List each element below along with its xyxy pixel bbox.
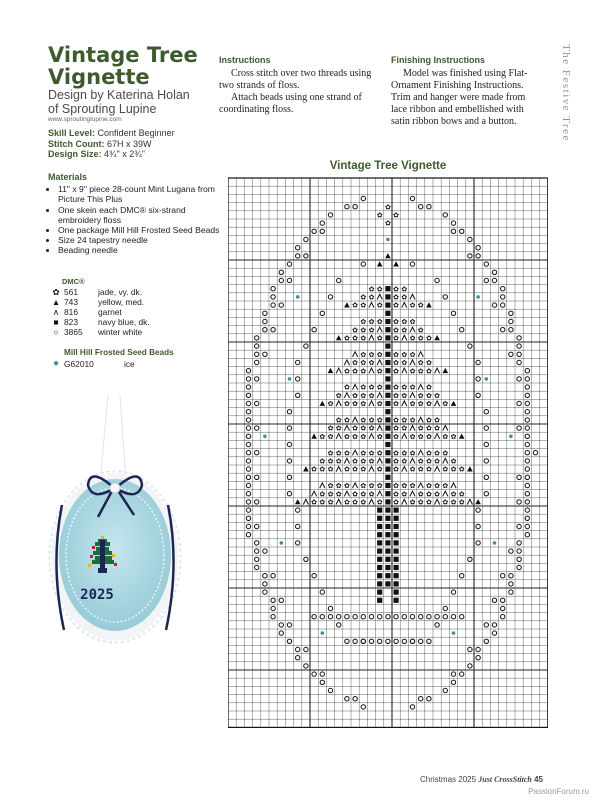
svg-text:✿: ✿	[417, 359, 424, 368]
caret-symbol-icon: ∧	[52, 307, 60, 317]
svg-text:✿: ✿	[417, 424, 424, 433]
svg-text:✿: ✿	[327, 482, 334, 491]
svg-text:✿: ✿	[327, 490, 334, 499]
svg-text:✿: ✿	[360, 367, 367, 376]
svg-text:✿: ✿	[401, 416, 408, 425]
finished-ornament-photo	[40, 395, 185, 645]
svg-text:✿: ✿	[335, 424, 342, 433]
circle-symbol-icon: ○	[53, 327, 59, 337]
svg-text:✿: ✿	[368, 416, 375, 425]
svg-text:✿: ✿	[368, 490, 375, 499]
svg-text:✿: ✿	[393, 391, 400, 400]
svg-text:✿: ✿	[434, 424, 441, 433]
svg-text:✿: ✿	[376, 449, 383, 458]
svg-text:✿: ✿	[360, 293, 367, 302]
footer-brand: Just CrossStitch	[478, 775, 532, 784]
svg-text:✿: ✿	[409, 416, 416, 425]
svg-text:✿: ✿	[368, 457, 375, 466]
floss-key-row: ○ 3865 winter white	[48, 327, 150, 337]
svg-text:✿: ✿	[450, 465, 457, 474]
svg-text:✿: ✿	[376, 301, 383, 310]
svg-text:✿: ✿	[319, 432, 326, 441]
materials-heading: Materials	[48, 172, 88, 182]
bead-key-row: ● G62010 ice	[48, 359, 135, 369]
svg-text:✿: ✿	[376, 285, 383, 294]
svg-text:✿: ✿	[458, 498, 465, 507]
finishing-heading: Finishing Instructions	[391, 55, 485, 65]
svg-text:✿: ✿	[434, 482, 441, 491]
svg-text:✿: ✿	[425, 465, 432, 474]
svg-text:✿: ✿	[393, 424, 400, 433]
svg-text:✿: ✿	[352, 359, 359, 368]
dmc-heading: DMC®	[62, 277, 85, 286]
svg-text:✿: ✿	[343, 498, 350, 507]
svg-text:✿: ✿	[442, 449, 449, 458]
svg-text:✿: ✿	[417, 457, 424, 466]
svg-text:✿: ✿	[409, 482, 416, 491]
svg-text:✿: ✿	[360, 498, 367, 507]
svg-text:✿: ✿	[352, 432, 359, 441]
svg-text:✿: ✿	[409, 465, 416, 474]
svg-text:✿: ✿	[343, 482, 350, 491]
finishing-section	[391, 54, 541, 128]
svg-text:✿: ✿	[352, 391, 359, 400]
svg-text:✿: ✿	[409, 318, 416, 327]
svg-text:✿: ✿	[401, 482, 408, 491]
designer-line-1: Design by Katerina Holan	[48, 88, 190, 102]
svg-text:✿: ✿	[393, 482, 400, 491]
svg-text:✿: ✿	[417, 432, 424, 441]
svg-text:✿: ✿	[393, 416, 400, 425]
svg-text:✿: ✿	[434, 416, 441, 425]
svg-text:✿: ✿	[417, 334, 424, 343]
svg-text:✿: ✿	[417, 391, 424, 400]
svg-text:✿: ✿	[360, 334, 367, 343]
svg-text:✿: ✿	[393, 490, 400, 499]
svg-text:✿: ✿	[368, 285, 375, 294]
materials-item: • One skein each DMC® six-strand embroidery floss	[58, 205, 226, 225]
svg-text:✿: ✿	[376, 498, 383, 507]
design-size-label: Design Size:	[48, 149, 102, 159]
svg-text:✿: ✿	[401, 293, 408, 302]
stitch-count-label: Stitch Count:	[48, 138, 105, 149]
svg-text:✿: ✿	[409, 449, 416, 458]
svg-text:✿: ✿	[368, 482, 375, 491]
svg-text:✿: ✿	[417, 301, 424, 310]
svg-text:✿: ✿	[442, 482, 449, 491]
svg-text:✿: ✿	[352, 367, 359, 376]
svg-text:✿: ✿	[434, 490, 441, 499]
svg-text:✿: ✿	[409, 383, 416, 392]
svg-text:✿: ✿	[360, 465, 367, 474]
svg-text:✿: ✿	[450, 490, 457, 499]
skill-label: Skill Level:	[48, 128, 96, 138]
svg-text:✿: ✿	[393, 383, 400, 392]
svg-text:✿: ✿	[417, 326, 424, 335]
svg-text:✿: ✿	[393, 498, 400, 507]
svg-text:✿: ✿	[343, 334, 350, 343]
finishing-paragraph: Model was finished using Flat-Ornament Finishing Instructions. Trim and hanger were made from lace ribbon and embellished with satin ribbon bows and a button.	[391, 68, 528, 127]
svg-text:✿: ✿	[368, 326, 375, 335]
svg-text:✿: ✿	[425, 400, 432, 409]
svg-text:✿: ✿	[327, 432, 334, 441]
svg-text:✿: ✿	[409, 367, 416, 376]
svg-text:✿: ✿	[352, 457, 359, 466]
svg-text:✿: ✿	[393, 285, 400, 294]
materials-section	[48, 172, 226, 256]
svg-text:✿: ✿	[343, 416, 350, 425]
svg-text:✿: ✿	[393, 293, 400, 302]
floss-key-row: ∧ 816 garnet	[48, 307, 150, 317]
svg-text:✿: ✿	[393, 465, 400, 474]
svg-text:✿: ✿	[434, 449, 441, 458]
svg-text:✿: ✿	[401, 285, 408, 294]
svg-text:✿: ✿	[360, 490, 367, 499]
svg-text:✿: ✿	[425, 490, 432, 499]
svg-text:✿: ✿	[360, 350, 367, 359]
svg-text:✿: ✿	[352, 490, 359, 499]
svg-text:✿: ✿	[376, 318, 383, 327]
svg-text:✿: ✿	[368, 359, 375, 368]
svg-text:✿: ✿	[409, 350, 416, 359]
svg-text:✿: ✿	[442, 498, 449, 507]
svg-text:✿: ✿	[376, 367, 383, 376]
svg-text:✿: ✿	[401, 391, 408, 400]
svg-text:✿: ✿	[425, 391, 432, 400]
svg-text:✿: ✿	[417, 490, 424, 499]
instructions-section	[219, 54, 379, 116]
svg-text:✿: ✿	[368, 350, 375, 359]
floss-key-row: ■ 823 navy blue, dk.	[48, 317, 150, 327]
svg-text:✿: ✿	[368, 449, 375, 458]
svg-text:✿: ✿	[409, 498, 416, 507]
svg-text:✿: ✿	[327, 424, 334, 433]
floss-key-row: ✿ 561 jade, vy. dk.	[48, 287, 150, 297]
svg-text:✿: ✿	[425, 334, 432, 343]
svg-text:✿: ✿	[360, 318, 367, 327]
svg-text:✿: ✿	[425, 482, 432, 491]
svg-text:✿: ✿	[360, 432, 367, 441]
footer-page-number: 45	[534, 775, 543, 784]
svg-text:✿: ✿	[368, 293, 375, 302]
svg-text:✿: ✿	[401, 449, 408, 458]
svg-text:✿: ✿	[343, 367, 350, 376]
svg-text:✿: ✿	[368, 391, 375, 400]
svg-text:✿: ✿	[450, 457, 457, 466]
svg-text:✿: ✿	[343, 449, 350, 458]
svg-text:✿: ✿	[360, 391, 367, 400]
svg-text:✿: ✿	[450, 498, 457, 507]
chart-title: Vintage Tree Vignette	[329, 160, 447, 172]
svg-text:✿: ✿	[442, 465, 449, 474]
svg-text:✿: ✿	[425, 432, 432, 441]
svg-text:✿: ✿	[393, 432, 400, 441]
designer-website[interactable]: www.sproutinglupine.com	[48, 116, 122, 123]
svg-text:✿: ✿	[425, 367, 432, 376]
svg-text:✿: ✿	[327, 449, 334, 458]
svg-text:✿: ✿	[393, 301, 400, 310]
svg-text:✿: ✿	[417, 367, 424, 376]
materials-item: • One package Mill Hill Frosted Seed Beads	[58, 225, 226, 235]
svg-text:✿: ✿	[327, 400, 334, 409]
svg-text:✿: ✿	[311, 498, 318, 507]
svg-text:✿: ✿	[319, 490, 326, 499]
svg-text:✿: ✿	[393, 318, 400, 327]
svg-text:✿: ✿	[425, 457, 432, 466]
svg-text:✿: ✿	[458, 465, 465, 474]
svg-text:✿: ✿	[409, 400, 416, 409]
svg-text:✿: ✿	[335, 490, 342, 499]
svg-text:✿: ✿	[393, 367, 400, 376]
svg-text:✿: ✿	[425, 383, 432, 392]
svg-text:✿: ✿	[376, 350, 383, 359]
watermark-text: PassionForum.ru	[528, 787, 589, 796]
svg-text:✿: ✿	[409, 432, 416, 441]
svg-text:✿: ✿	[360, 383, 367, 392]
instructions-paragraph: Cross stitch over two threads using two strands of floss.	[219, 68, 372, 91]
svg-text:✿: ✿	[425, 424, 432, 433]
floss-key	[48, 287, 150, 337]
svg-text:✿: ✿	[335, 449, 342, 458]
svg-text:✿: ✿	[352, 326, 359, 335]
designer-line-2: of Sprouting Lupine	[48, 102, 157, 116]
svg-text:✿: ✿	[335, 416, 342, 425]
svg-text:✿: ✿	[327, 457, 334, 466]
svg-text:✿: ✿	[368, 424, 375, 433]
instructions-paragraph: Attach beads using one strand of coordinating floss.	[219, 92, 362, 115]
svg-text:✿: ✿	[376, 400, 383, 409]
svg-text:✿: ✿	[360, 400, 367, 409]
svg-text:✿: ✿	[352, 400, 359, 409]
svg-text:✿: ✿	[393, 334, 400, 343]
svg-text:✿: ✿	[384, 219, 391, 228]
svg-text:✿: ✿	[393, 457, 400, 466]
svg-text:✿: ✿	[352, 301, 359, 310]
svg-text:✿: ✿	[376, 416, 383, 425]
svg-text:✿: ✿	[401, 457, 408, 466]
svg-text:✿: ✿	[327, 498, 334, 507]
svg-text:✿: ✿	[425, 416, 432, 425]
footer-issue: Christmas 2025	[420, 775, 477, 784]
svg-text:✿: ✿	[376, 482, 383, 491]
svg-text:✿: ✿	[319, 457, 326, 466]
svg-text:✿: ✿	[442, 432, 449, 441]
svg-text:✿: ✿	[450, 432, 457, 441]
pattern-title: Vintage Tree Vignette	[48, 43, 198, 89]
svg-text:✿: ✿	[401, 318, 408, 327]
page-footer	[420, 775, 543, 784]
design-size-value: 4¾" x 2¾"	[104, 149, 145, 159]
svg-text:✿: ✿	[360, 301, 367, 310]
svg-text:✿: ✿	[401, 490, 408, 499]
svg-text:✿: ✿	[434, 391, 441, 400]
svg-text:✿: ✿	[335, 457, 342, 466]
svg-text:✿: ✿	[360, 359, 367, 368]
svg-text:✿: ✿	[393, 449, 400, 458]
svg-text:✿: ✿	[417, 465, 424, 474]
svg-text:✿: ✿	[368, 383, 375, 392]
svg-text:✿: ✿	[393, 400, 400, 409]
svg-text:✿: ✿	[376, 465, 383, 474]
svg-text:✿: ✿	[335, 482, 342, 491]
pattern-specs	[48, 128, 175, 160]
materials-item: • Beading needle	[58, 245, 226, 255]
svg-text:✿: ✿	[401, 350, 408, 359]
svg-text:✿: ✿	[442, 400, 449, 409]
svg-text:✿: ✿	[360, 482, 367, 491]
svg-text:✿: ✿	[393, 350, 400, 359]
svg-text:✿: ✿	[343, 432, 350, 441]
floss-key-row: ▲ 743 yellow, med.	[48, 297, 150, 307]
svg-text:✿: ✿	[360, 424, 367, 433]
svg-text:✿: ✿	[384, 203, 391, 212]
materials-item: • Size 24 tapestry needle	[58, 235, 226, 245]
materials-list	[48, 184, 226, 255]
svg-text:✿: ✿	[360, 449, 367, 458]
svg-text:✿: ✿	[319, 498, 326, 507]
svg-text:✿: ✿	[335, 391, 342, 400]
svg-text:✿: ✿	[343, 400, 350, 409]
svg-text:✿: ✿	[368, 318, 375, 327]
svg-text:✿: ✿	[343, 465, 350, 474]
svg-text:✿: ✿	[360, 457, 367, 466]
beads-heading: Mill Hill Frosted Seed Beads	[64, 348, 174, 357]
section-running-title: The Festive Tree	[560, 44, 572, 142]
designer-credit	[48, 88, 190, 116]
square-symbol-icon: ■	[53, 317, 59, 327]
svg-text:✿: ✿	[393, 359, 400, 368]
svg-text:✿: ✿	[458, 490, 465, 499]
svg-text:✿: ✿	[319, 465, 326, 474]
svg-text:✿: ✿	[417, 400, 424, 409]
skill-value: Confident Beginner	[97, 128, 175, 138]
svg-text:✿: ✿	[311, 465, 318, 474]
instructions-heading: Instructions	[219, 55, 271, 65]
svg-text:✿: ✿	[401, 359, 408, 368]
flower-symbol-icon: ✿	[52, 287, 60, 297]
svg-text:✿: ✿	[425, 449, 432, 458]
ornament-year-text: 2025	[80, 587, 114, 603]
svg-text:✿: ✿	[417, 498, 424, 507]
svg-text:✿: ✿	[352, 424, 359, 433]
triangle-symbol-icon: ▲	[51, 297, 61, 307]
svg-text:✿: ✿	[409, 301, 416, 310]
svg-text:✿: ✿	[401, 383, 408, 392]
svg-text:✿: ✿	[352, 334, 359, 343]
svg-text:✿: ✿	[360, 416, 367, 425]
svg-text:✿: ✿	[352, 465, 359, 474]
svg-text:✿: ✿	[393, 326, 400, 335]
svg-text:✿: ✿	[409, 334, 416, 343]
svg-text:✿: ✿	[352, 498, 359, 507]
svg-text:✿: ✿	[376, 211, 383, 220]
svg-text:✿: ✿	[376, 334, 383, 343]
svg-text:✿: ✿	[401, 424, 408, 433]
svg-text:✿: ✿	[343, 383, 350, 392]
cross-stitch-chart	[228, 176, 548, 736]
svg-text:✿: ✿	[360, 326, 367, 335]
svg-text:✿: ✿	[393, 211, 400, 220]
materials-item: • 11" x 9" piece 28-count Mint Lugana from Picture This Plus	[58, 184, 226, 204]
svg-text:✿: ✿	[401, 326, 408, 335]
bead-dot-icon: ●	[52, 358, 60, 369]
svg-text:✿: ✿	[425, 359, 432, 368]
svg-text:✿: ✿	[425, 498, 432, 507]
svg-text:✿: ✿	[376, 383, 383, 392]
svg-text:✿: ✿	[434, 457, 441, 466]
svg-text:✿: ✿	[327, 465, 334, 474]
stitch-count-value: 67H x 39W	[107, 138, 152, 149]
svg-text:✿: ✿	[376, 432, 383, 441]
